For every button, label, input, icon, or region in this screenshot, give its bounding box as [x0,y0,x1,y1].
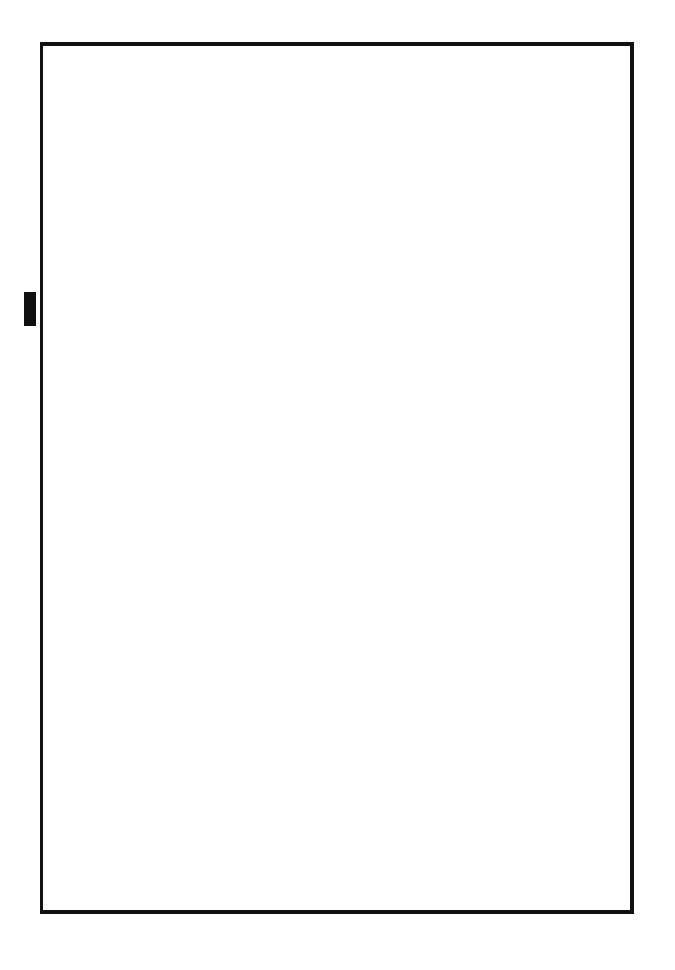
frame-right-rule [630,42,634,914]
frame-bottom-rule [40,910,634,914]
frame-top-rule [40,42,634,46]
fishtail-mark [24,292,36,326]
frame-left-rule [40,42,43,914]
